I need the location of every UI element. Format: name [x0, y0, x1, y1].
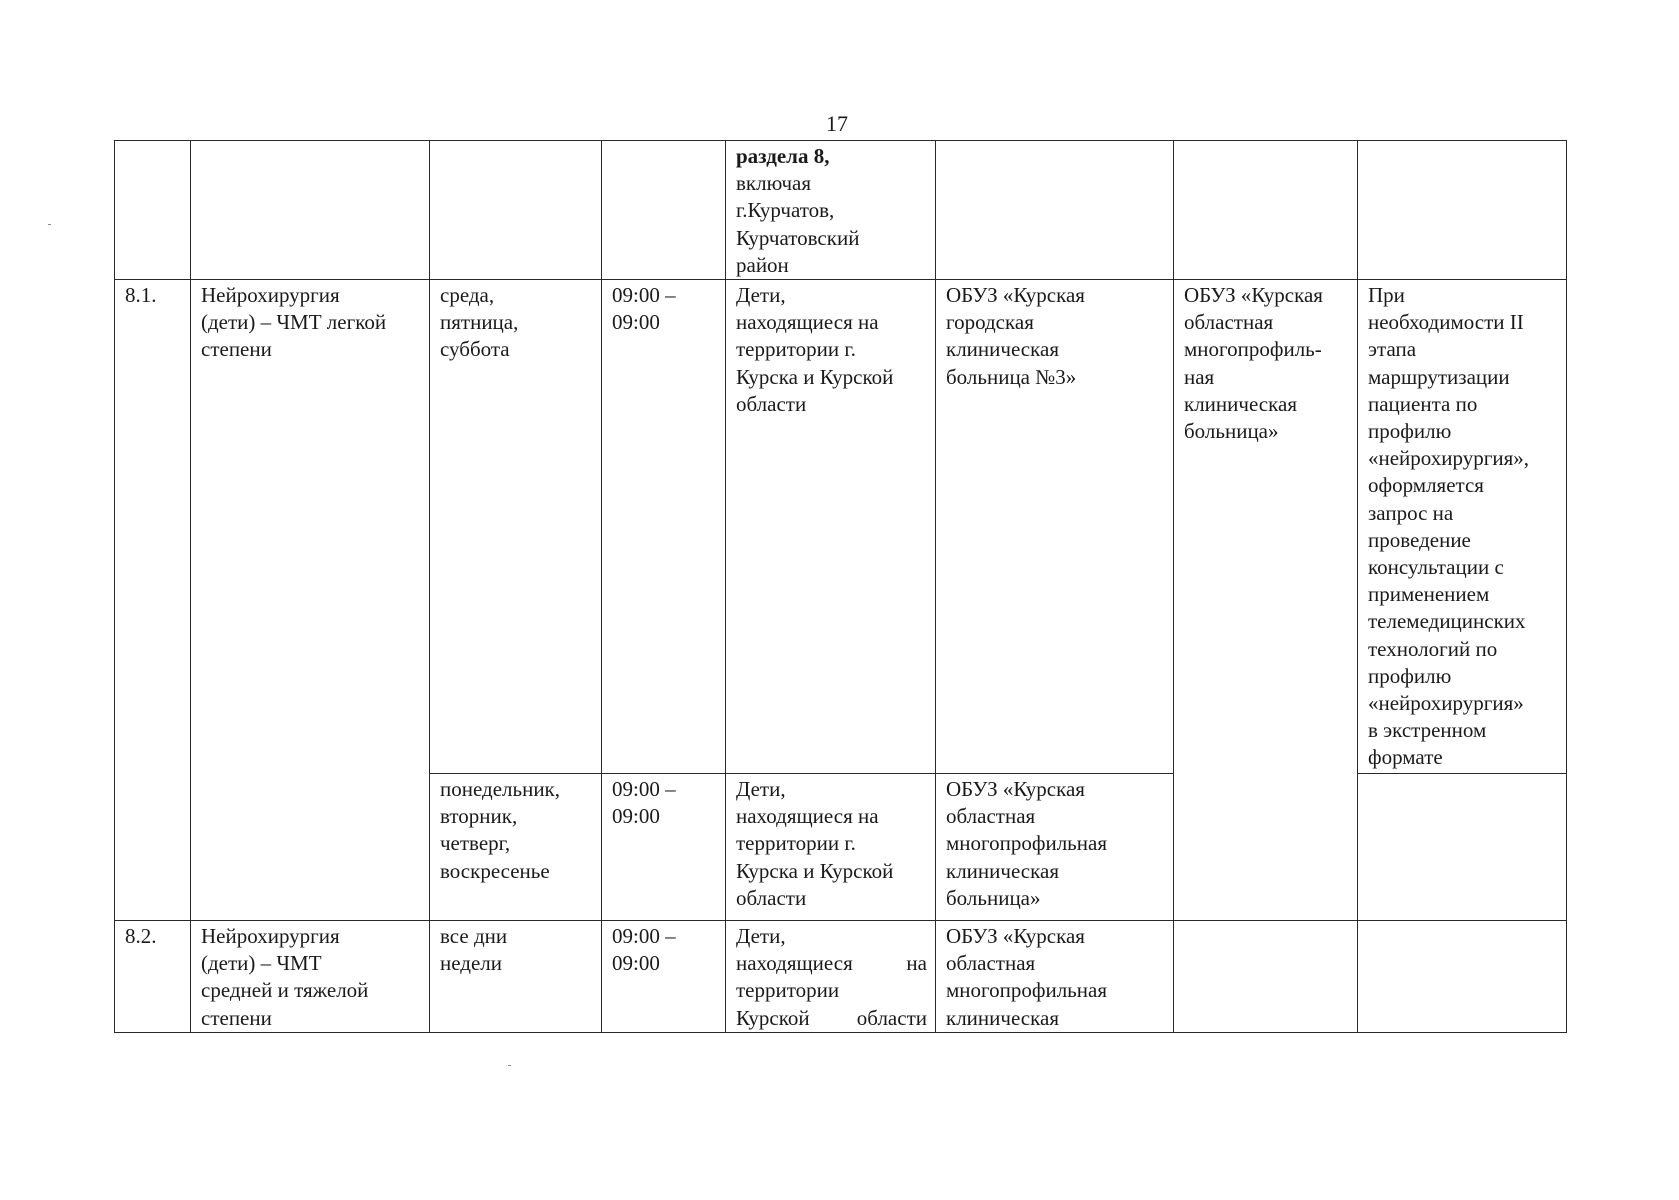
population-line: территории — [736, 978, 840, 1003]
cell-institution: ОБУЗ «Курская городская клиническая больница №3» — [936, 280, 1174, 774]
table-row-8-1-a — [115, 280, 1567, 774]
region-section-label: раздела 8, — [736, 144, 830, 168]
population-line: находящиеся на — [736, 951, 927, 976]
population-line: Дети, — [736, 924, 786, 949]
population-line: Курской области — [736, 1005, 927, 1030]
cell-time: 09:00 – 09:00 — [602, 921, 726, 1033]
cell-institution: ОБУЗ «Курская областная многопрофильная клиническая больница» — [936, 774, 1174, 921]
cell-row-number: 8.1. — [115, 280, 191, 921]
cell-second-stage-empty — [1174, 141, 1358, 280]
cell-time-empty — [602, 141, 726, 280]
cell-time: 09:00 – 09:00 — [602, 280, 726, 774]
cell-days: понедельник, вторник, четверг, воскресенье — [430, 774, 602, 921]
table-row-continuation — [115, 141, 1567, 280]
region-continuation-text: включая г.Курчатов, Курчатовский район — [736, 171, 860, 277]
cell-note-empty — [1358, 921, 1567, 1033]
cell-days: среда, пятница, суббота — [430, 280, 602, 774]
cell-population: Дети, находящиеся на территории г. Курска и Курской области — [726, 280, 936, 774]
routing-table — [114, 140, 1567, 1033]
cell-institution: ОБУЗ «Курская областная многопрофильная клиническая — [936, 921, 1174, 1033]
table-row-8-2 — [115, 921, 1567, 1033]
cell-row-number: 8.2. — [115, 921, 191, 1033]
cell-profile: Нейрохирургия (дети) – ЧМТ легкой степени — [191, 280, 430, 921]
cell-time: 09:00 – 09:00 — [602, 774, 726, 921]
scan-speck — [48, 224, 51, 225]
cell-note-empty — [1358, 141, 1567, 280]
cell-num-empty — [115, 141, 191, 280]
cell-second-stage: ОБУЗ «Курская областная многопрофиль- ная клиническая больница» — [1174, 280, 1358, 921]
cell-profile: Нейрохирургия (дети) – ЧМТ средней и тяжелой степени — [191, 921, 430, 1033]
cell-population: Дети, находящиеся на территории г. Курска и Курской области — [726, 774, 936, 921]
cell-note: При необходимости II этапа маршрутизации пациента по профилю «нейрохирургия», оформляется запрос на проведение консультации с применением телемедицинских технологий по профилю «нейрохирургия» в экстренном формате — [1358, 280, 1567, 774]
cell-region-continuation — [726, 141, 936, 280]
cell-profile-empty — [191, 141, 430, 280]
cell-days: все дни недели — [430, 921, 602, 1033]
cell-institution-empty — [936, 141, 1174, 280]
cell-second-stage-empty — [1174, 921, 1358, 1033]
cell-population — [726, 921, 936, 1033]
cell-days-empty — [430, 141, 602, 280]
scan-speck — [508, 1065, 511, 1066]
cell-note-empty — [1358, 774, 1567, 921]
page-number: 17 — [826, 111, 848, 136]
